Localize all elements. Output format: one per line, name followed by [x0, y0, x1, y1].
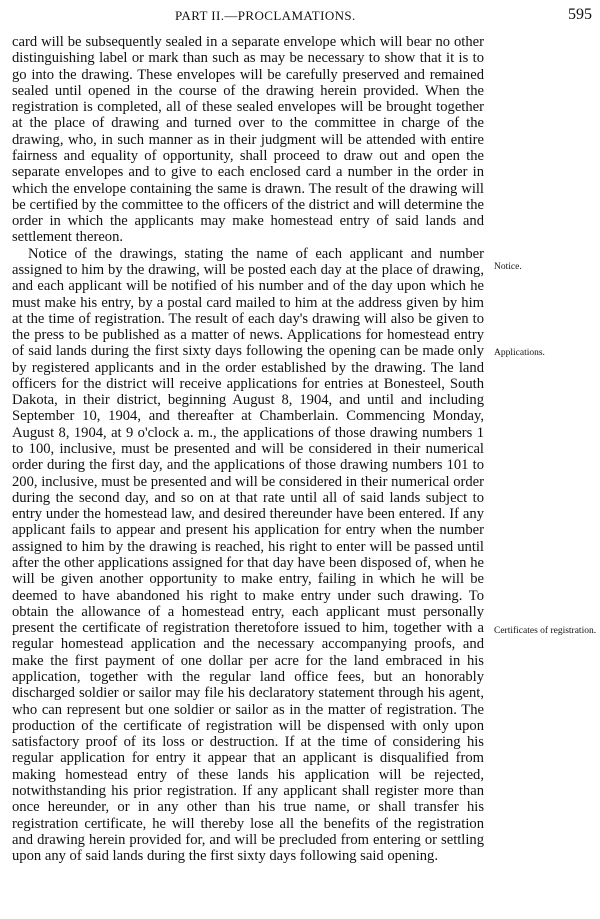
page-number: 595 — [568, 6, 592, 23]
page-header — [0, 6, 600, 28]
paragraph-notice: Notice of the drawings, stating the name of each applicant and number assigned to him by the drawing, will be posted each day at the place of drawing, and each applicant will be notified of his number and of the day upon which he must make his entry, by a postal card mailed to him at the address given by him at the time of registration. The result of each day's drawing will also be given to the press to be published as a matter of news. Applications for homestead entry of said lands during the first sixty days following the opening can be made only by registered applicants and in the order established by the drawing. The land officers for the district will receive applications for entries at Bonesteel, South Dakota, in their district, beginning August 8, 1904, and until and including September 10, 1904, and thereafter at Chamberlain. Commencing Monday, August 8, 1904, at 9 o'clock a. m., the applications of those drawing numbers 1 to 100, inclusive, must be presented and will be considered in their numerical order during the first day, and the applications of those drawing numbers 101 to 200, inclusive, must be presented and will be considered in their numerical order during the second day, and so on at that rate until all of said lands subject to entry under the homestead law, and desired thereunder have been entered. If any applicant fails to appear and present his application for entry when the number assigned to him by the drawing is reached, his right to enter will be passed until after the other applications assigned for that day have been disposed of, when he will be given another opportunity to make entry, failing in which he will be deemed to have abandoned his right to make entry under such drawing. To obtain the allowance of a homestead entry, each applicant must personally present the certificate of registration theretofore issued to him, together with a regular homestead application and the necessary accompanying proofs, and make the first payment of one dollar per acre for the land embraced in his application, together with the regular land office fees, but an honorably discharged soldier or sailor may file his declaratory statement through his agent, who can represent but one soldier or sailor as in the matter of registration. The production of the certificate of registration will be dispensed with only upon satisfactory proof of its loss or destruction. If at the time of considering his regular application for entry it appear that an applicant is disqualified from making homestead entry of these lands his application will be rejected, notwithstanding his prior registration. If any applicant shall register more than once hereunder, or in any other than his true name, or shall transfer his registration certificate, he will thereby lose all the benefits of the registration and drawing herein provided for, and will be precluded from entering or settling upon any of said lands during the first sixty days following said opening. — [12, 245, 484, 865]
running-head: PART II.—PROCLAMATIONS. — [175, 8, 356, 23]
body-text — [12, 34, 484, 864]
margin-note-applications: Applications. — [494, 348, 545, 358]
paragraph-continuation: card will be subsequently sealed in a separate envelope which will bear no other distinguishing label or mark than such as may be necessary to show that it is to go into the drawing. These envelopes will be carefully preserved and remained sealed until opened in the course of the drawing herein provided. When the registration is completed, all of these sealed envelopes will be brought together at the place of drawing and turned over to the committee in charge of the drawing, who, in such manner as in their judgment will be attended with entire fairness and equality of opportunity, shall proceed to draw out and open the separate envelopes and to give to each enclosed card a number in the order in which the envelope containing the same is drawn. The result of the drawing will be certified by the committee to the officers of the district and will determine the order in which the applicants may make homestead entry of said lands and settlement thereon. — [12, 34, 484, 246]
margin-note-certificates: Certificates of registration. — [494, 626, 597, 636]
margin-note-notice: Notice. — [494, 262, 522, 272]
